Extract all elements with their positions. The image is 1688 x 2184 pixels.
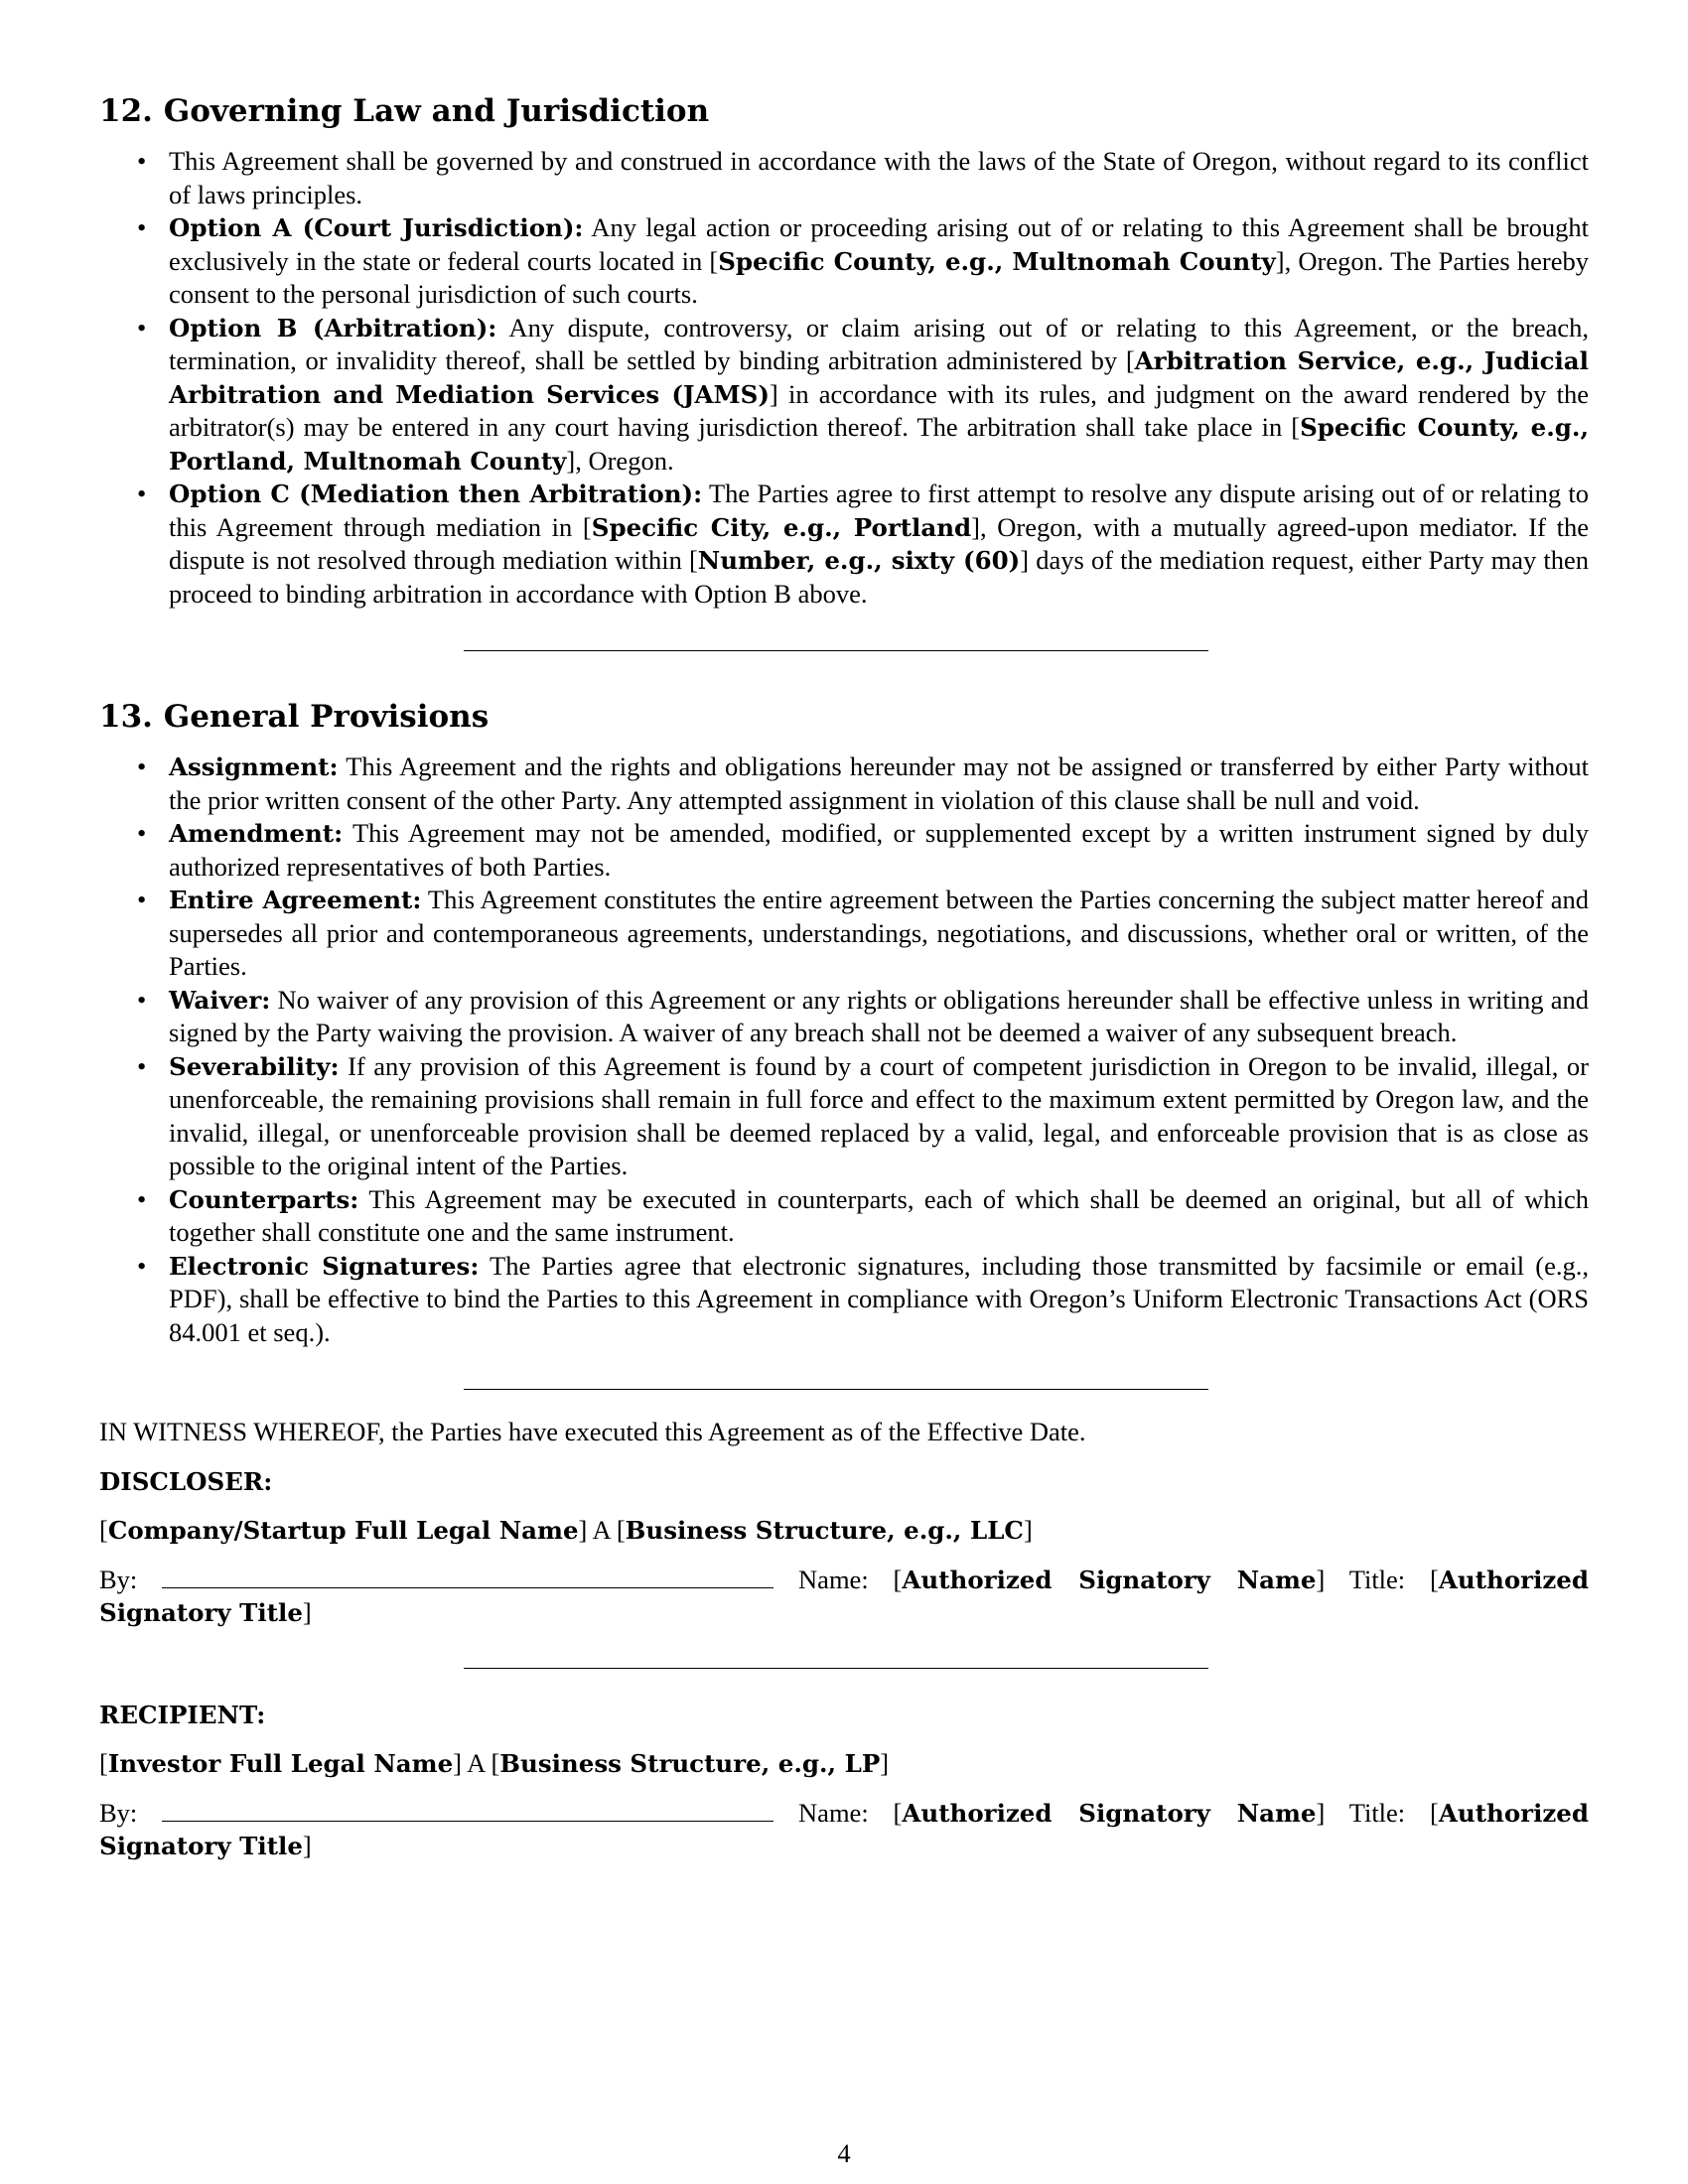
list-item: • Option A (Court Jurisdiction): Any legal action or proceeding arising out of or relating to this Agreement shall be brought exclusively in the state or federal courts located in [Specific County, e.g., Multnomah County], Oregon. The Parties hereby consent to the personal jurisdiction of such courts.	[99, 211, 1589, 312]
discloser-block	[99, 1465, 1589, 1630]
section-12-list	[99, 145, 1589, 611]
list-item: • Option B (Arbitration): Any dispute, controversy, or claim arising out of or relating to this Agreement, or the breach, termination, or invalidity thereof, shall be settled by binding arbitration administered by [Arbitration Service, e.g., Judicial Arbitration and Mediation Services (JAMS)] in accordance with its rules, and judgment on the award rendered by the arbitrator(s) may be entered in any court having jurisdiction thereof. The arbitration shall take place in [Specific County, e.g., Portland, Multnomah County], Oregon.	[99, 312, 1589, 478]
discloser-signature-line: By: Name: [Authorized Signatory Name] Title: [Authorized Signatory Title]	[99, 1564, 1590, 1627]
list-item: • Waiver: No waiver of any provision of this Agreement or any rights or obligations hereunder shall be effective unless in writing and signed by the Party waiving the provision. A waiver of any breach shall not be deemed a waiver of any subsequent breach.	[99, 984, 1589, 1050]
discloser-entity: [Company/Startup Full Legal Name] A [Business Structure, e.g., LLC]	[99, 1515, 1033, 1545]
list-item: • Severability: If any provision of this Agreement is found by a court of competent jurisdiction in Oregon to be invalid, illegal, or unenforceable, the remaining provisions shall remain in full force and effect to the maximum extent permitted by Oregon law, and the invalid, illegal, or unenforceable provision shall be deemed replaced by a valid, legal, and enforceable provision that is as close as possible to the original intent of the Parties.	[99, 1050, 1589, 1183]
list-item: • Option C (Mediation then Arbitration): The Parties agree to first attempt to resolve any dispute arising out of or relating to this Agreement through mediation in [Specific City, e.g., Portland], Oregon, with a mutually agreed-upon mediator. If the dispute is not resolved through mediation within [Number, e.g., sixty (60)] days of the mediation request, either Party may then proceed to binding arbitration in accordance with Option B above.	[99, 478, 1589, 611]
witness-statement: IN WITNESS WHEREOF, the Parties have executed this Agreement as of the Effective Date.	[99, 1417, 1086, 1446]
list-item: • Electronic Signatures: The Parties agree that electronic signatures, including those transmitted by facsimile or email (e.g., PDF), shall be effective to bind the Parties to this Agreement in compliance with Oregon’s Uniform Electronic Transactions Act (ORS 84.001 et seq.).	[99, 1250, 1589, 1350]
horizontal-divider	[464, 1668, 1208, 1669]
list-item: • Assignment: This Agreement and the rights and obligations hereunder may not be assigned or transferred by either Party without the prior written consent of the other Party. Any attempted assignment in violation of this clause shall be null and void.	[99, 751, 1589, 817]
section-13-list	[99, 751, 1589, 1349]
list-item: • This Agreement shall be governed by and construed in accordance with the laws of the State of Oregon, without regard to its conflict of laws principles.	[99, 145, 1589, 211]
signature-field[interactable]	[162, 1801, 774, 1822]
discloser-role: DISCLOSER:	[99, 1466, 273, 1496]
page-number: 4	[837, 2138, 851, 2168]
recipient-signature-line: By: Name: [Authorized Signatory Name] Title: [Authorized Signatory Title]	[99, 1797, 1590, 1860]
section-13-heading: 13. General Provisions	[99, 699, 490, 735]
recipient-entity: [Investor Full Legal Name] A [Business Structure, e.g., LP]	[99, 1748, 890, 1778]
list-item: • Counterparts: This Agreement may be executed in counterparts, each of which shall be deemed an original, but all of which together shall constitute one and the same instrument.	[99, 1183, 1589, 1250]
recipient-role: RECIPIENT:	[99, 1700, 266, 1729]
recipient-block	[99, 1699, 1589, 1863]
signature-field[interactable]	[162, 1568, 774, 1588]
horizontal-divider	[464, 650, 1208, 651]
document-page	[99, 91, 1589, 1863]
section-12-heading: 12. Governing Law and Jurisdiction	[99, 93, 710, 129]
list-item: • Entire Agreement: This Agreement constitutes the entire agreement between the Parties concerning the subject matter hereof and supersedes all prior and contemporaneous agreements, understandings, negotiations, and discussions, whether oral or written, of the Parties.	[99, 884, 1589, 984]
horizontal-divider	[464, 1389, 1208, 1390]
list-item: • Amendment: This Agreement may not be amended, modified, or supplemented except by a written instrument signed by duly authorized representatives of both Parties.	[99, 817, 1589, 884]
